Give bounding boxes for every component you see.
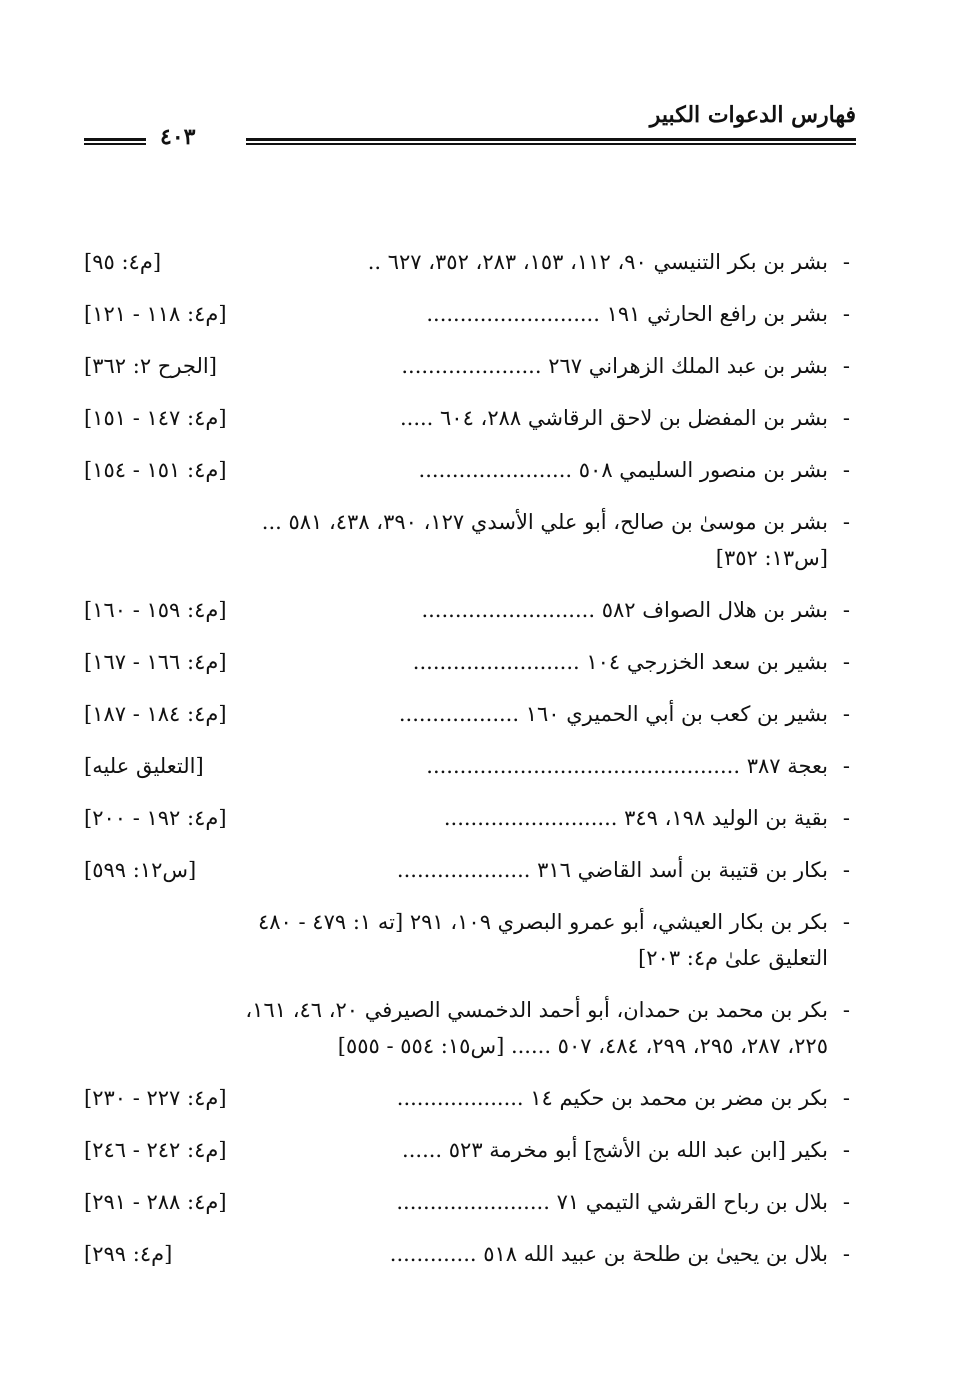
index-entry [84, 852, 850, 904]
entry-text: بلال بن رباح القرشي التيمي ٧١ ....................... [396, 1190, 828, 1214]
entry-reference: [م٤: ١٥٩ - ١٦٠] [84, 598, 227, 622]
entry-text: بلال بن يحيىٰ بن طلحة بن عبيد الله ٥١٨ ............. [389, 1242, 828, 1266]
entry-dash: - [842, 1242, 850, 1266]
index-entry [84, 348, 850, 400]
entry-dash: - [842, 650, 850, 674]
entry-dash: - [842, 354, 850, 378]
entry-text: بكير [ابن عبد الله بن الأشج] أبو مخرمة ٥٢٣ ...... [402, 1138, 828, 1162]
entry-text: بشير بن كعب بن أبي الحميري ١٦٠ .................. [398, 702, 828, 726]
entry-dash: - [842, 1086, 850, 1110]
entry-text: بعجة ٣٨٧ ............................................... [426, 754, 828, 778]
index-entry [84, 244, 850, 296]
entry-text: بكر بن مضر بن محمد بن حكيم ١٤ ................... [396, 1086, 828, 1110]
entry-text: بشر بن رافع الحارثي ١٩١ .......................... [426, 302, 828, 326]
index-entry [84, 504, 850, 576]
entry-text: بشر بن عبد الملك الزهراني ٢٦٧ ..................... [401, 354, 828, 378]
entry-reference: [م٤: ١٦٦ - ١٦٧] [84, 650, 227, 674]
entry-reference: [م٤: ٩٥] [84, 250, 162, 274]
entry-reference: [م٤: ١٤٧ - ١٥١] [84, 406, 227, 430]
index-entry [84, 992, 850, 1064]
index-entry [84, 296, 850, 348]
entry-dash: - [842, 406, 850, 430]
entry-reference: [م٤: ١١٨ - ١٢١] [84, 302, 227, 326]
index-entry [84, 748, 850, 800]
entry-dash: - [842, 754, 850, 778]
entry-reference: [م٤: ٢٢٧ - ٢٣٠] [84, 1086, 227, 1110]
entry-text: بشر بن موسىٰ بن صالح، أبو علي الأسدي ١٢٧، ٣٩٠، ٤٣٨، ٥٨١ ... [261, 510, 828, 534]
entry-text: بشر بن منصور السليمي ٥٠٨ ....................... [418, 458, 828, 482]
index-entry [84, 400, 850, 452]
entry-reference: [م٤: ٢٩٩] [84, 1242, 173, 1266]
entry-dash: - [842, 702, 850, 726]
page-header [84, 96, 856, 156]
index-entry [84, 592, 850, 644]
entry-text: بشر بن المفضل بن لاحق الرقاشي ٢٨٨، ٦٠٤ ..... [399, 406, 828, 430]
entry-dash: - [842, 1190, 850, 1214]
header-rule-long [246, 138, 856, 145]
index-entry [84, 1184, 850, 1236]
index-entry [84, 904, 850, 976]
entry-dash: - [842, 998, 850, 1022]
entry-dash: - [842, 250, 850, 274]
index-entry [84, 1132, 850, 1184]
header-rule-short [84, 138, 146, 145]
entry-text: بشر بن هلال الصواف ٥٨٢ .......................... [421, 598, 828, 622]
index-entry [84, 1236, 850, 1288]
index-entry [84, 1080, 850, 1132]
entry-text: بشير بن سعد الخزرجي ١٠٤ ......................... [412, 650, 828, 674]
entry-reference: [التعليق عليه] [84, 754, 204, 778]
entry-reference: [م٤: ٢٨٨ - ٢٩١] [84, 1190, 227, 1214]
entry-reference: [س١٢: ٥٩٩] [84, 858, 197, 882]
entry-dash: - [842, 806, 850, 830]
index-entry [84, 800, 850, 852]
index-entry [84, 452, 850, 504]
entry-dash: - [842, 458, 850, 482]
entry-text: بشر بن بكر التنيسي ٩٠، ١١٢، ١٥٣، ٢٨٣، ٣٥٢، ٦٢٧ .. [367, 250, 828, 274]
index-entries [84, 244, 850, 1288]
entry-continuation: التعليق علىٰ م٤: ٢٠٣] [638, 946, 828, 970]
entry-reference: [م٤: ١٨٤ - ١٨٧] [84, 702, 227, 726]
running-title: فهارس الدعوات الكبير [649, 102, 856, 128]
entry-dash: - [842, 598, 850, 622]
entry-text: بكر بن بكار العيشي، أبو عمرو البصري ١٠٩، ٢٩١ [ته ١: ٤٧٩ - ٤٨٠ [258, 910, 828, 934]
entry-dash: - [842, 910, 850, 934]
entry-reference: [م٤: ١٩٢ - ٢٠٠] [84, 806, 227, 830]
entry-dash: - [842, 858, 850, 882]
entry-dash: - [842, 1138, 850, 1162]
entry-continuation: ٢٢٥، ٢٨٧، ٢٩٥، ٢٩٩، ٤٨٤، ٥٠٧ ...... [س١٥: ٥٥٤ - ٥٥٥] [337, 1034, 828, 1058]
entry-reference: [م٤: ١٥١ - ١٥٤] [84, 458, 227, 482]
index-entry [84, 696, 850, 748]
page-number: ٤٠٣ [160, 124, 196, 150]
entry-text: بكر بن محمد بن حمدان، أبو أحمد الدخمسي الصيرفي ٢٠، ٤٦، ١٦١، [245, 998, 828, 1022]
entry-dash: - [842, 510, 850, 534]
entry-text: بكار بن قتيبة بن أسد القاضي ٣١٦ .................... [396, 858, 828, 882]
entry-reference: [م٤: ٢٤٢ - ٢٤٦] [84, 1138, 227, 1162]
entry-text: بقية بن الوليد ١٩٨، ٣٤٩ .......................... [443, 806, 828, 830]
entry-dash: - [842, 302, 850, 326]
entry-continuation: [س١٣: ٣٥٢] [715, 546, 828, 570]
entry-reference: [الجرح ٢: ٣٦٢] [84, 354, 217, 378]
index-entry [84, 644, 850, 696]
